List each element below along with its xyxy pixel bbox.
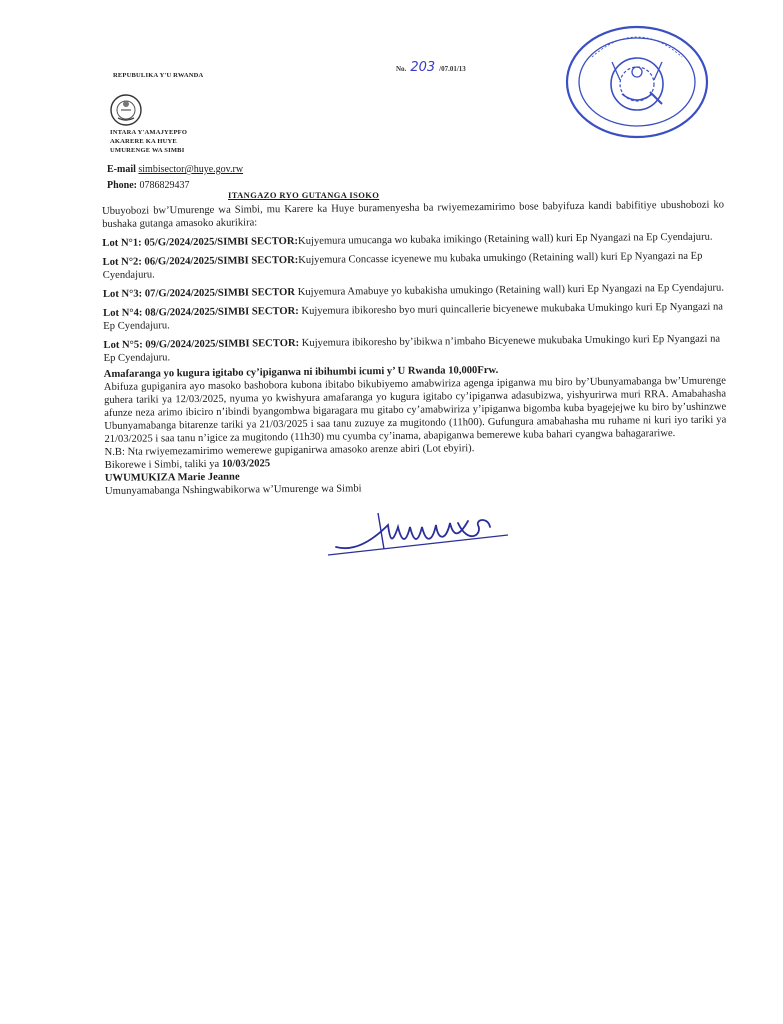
handwritten-signature-icon [318, 505, 518, 565]
email-label: E-mail [107, 164, 136, 175]
district-label: AKARERE KA HUYE [110, 138, 177, 145]
lot-item [103, 332, 725, 365]
reference-suffix: /07.01/13 [439, 65, 466, 73]
rwanda-emblem-icon [108, 92, 144, 128]
sector-label: UMURENGE WA SIMBI [110, 147, 185, 154]
reference-handwritten-number: 203 [410, 60, 436, 75]
contact-block [107, 162, 243, 194]
intro-paragraph: Ubuyobozi bw’Umurenge wa Simbi, mu Karere ka Huye buramenyesha ba rwiyemezamirimo bose babyifuza kandi babifitiye ubushobozi ko bushaka gutanga amasoko akurikira: [102, 199, 725, 230]
admin-hierarchy [110, 128, 187, 155]
lot-description: Kujyemura ibikoresho byo muri quincallerie bicyenewe mukubaka Umukingo kuri Ep Nyangazi na Ep Cyendajuru. [103, 301, 724, 332]
notice-body [102, 198, 727, 497]
lot-item [102, 230, 724, 250]
email-link[interactable]: simbisector@huye.gov.rw [138, 164, 244, 175]
lot-code: Lot N°2: 06/G/2024/2025/SIMBI SECTOR: [102, 254, 299, 268]
official-stamp-icon [562, 22, 712, 142]
lot-description: Kujyemura umucanga wo kubaka imikingo (Retaining wall) kuri Ep Nyangazi na Ep Cyendajuru. [297, 231, 713, 247]
lot-code: Lot N°1: 05/G/2024/2025/SIMBI SECTOR: [102, 235, 299, 249]
reference-prefix: No. [396, 65, 407, 73]
lot-item [103, 300, 725, 333]
lot-code: Lot N°5: 09/G/2024/2025/SIMBI SECTOR: [103, 337, 300, 351]
place-date-prefix: Bikorewe i Simbi, taliki ya [104, 458, 222, 471]
notice-title: ITANGAZO RYO GUTANGA ISOKO [228, 190, 380, 200]
lot-code: Lot N°4: 08/G/2024/2025/SIMBI SECTOR: [103, 305, 299, 319]
signatory-position: Umunyamabanga Nshingwabikorwa w’Umurenge wa Simbi [104, 483, 362, 497]
reference-number [396, 60, 466, 75]
lot-item [103, 249, 725, 282]
lot-item [103, 281, 725, 301]
nb-note: N.B: Nta rwiyemezamirimo wemerewe gupiganirwa amasoko arenze abiri (Lot ebyiri). [104, 443, 475, 458]
lot-description: Kujyemura ibikoresho by’ibikwa n’imbaho Bicyenewe mukubaka Umukingo kuri Ep Nyangazi na Ep Cyendajuru. [103, 333, 721, 364]
phone-label: Phone: [107, 180, 137, 191]
details-paragraph: Abifuza gupiganira ayo masoko bashobora kubona ibitabo bikubiyemo amabwiriza agenga ipiganwa mu biro by’Ubunyamabanga bw’Umurenge guhera tariki ya 12/03/2025, nyuma yo kwishyura amafaranga yo kugura igitabo cy’ipiganwa adasubizwa, yishyurirwa muri RRA. Amabahasha afunze neza arimo ibiciro n’ibindi byangombwa bigaragara mu gitabo cy’amabwiriza y’ipiganwa bigomba kuba byagejejwe ku biro by’ushinzwe Ubunyamabanga bitarenze tariki ya 21/03/2025 i saa tanu zuzuye za mugitondo (11h00). Gufungura amabahasha mu ruhame ni kuri iyo tariki ya 21/03/2025 i saa tanu n’igice za mugitondo (11h30) mu cyumba cy’inama, abapiganwa bemerewe kuba bahari cyangwa bahagarariwe. [103, 375, 727, 445]
signatory-name-text: UWUMUKIZA Marie Jeanne [104, 471, 240, 484]
issue-date: 10/03/2025 [221, 458, 271, 470]
republic-heading: REPUBULIKA Y'U RWANDA [113, 72, 204, 79]
lot-description: Kujyemura Amabuye yo kubakisha umukingo (Retaining wall) kuri Ep Nyangazi na Ep Cyendajuru. [294, 282, 725, 298]
province-label: INTARA Y'AMAJYEPFO [110, 129, 188, 136]
lot-description: Kujyemura Concasse icyenewe mu kubaka umukingo (Retaining wall) kuri Ep Nyangazi na Ep Cyendajuru. [102, 250, 703, 281]
lot-code: Lot N°3: 07/G/2024/2025/SIMBI SECTOR [102, 286, 296, 300]
fee-notice: Amafaranga yo kugura igitabo cy’ipiganwa ni ibihumbi icumi y’ U Rwanda 10,000Frw. [103, 364, 499, 380]
phone-number: 0786829437 [139, 180, 190, 191]
